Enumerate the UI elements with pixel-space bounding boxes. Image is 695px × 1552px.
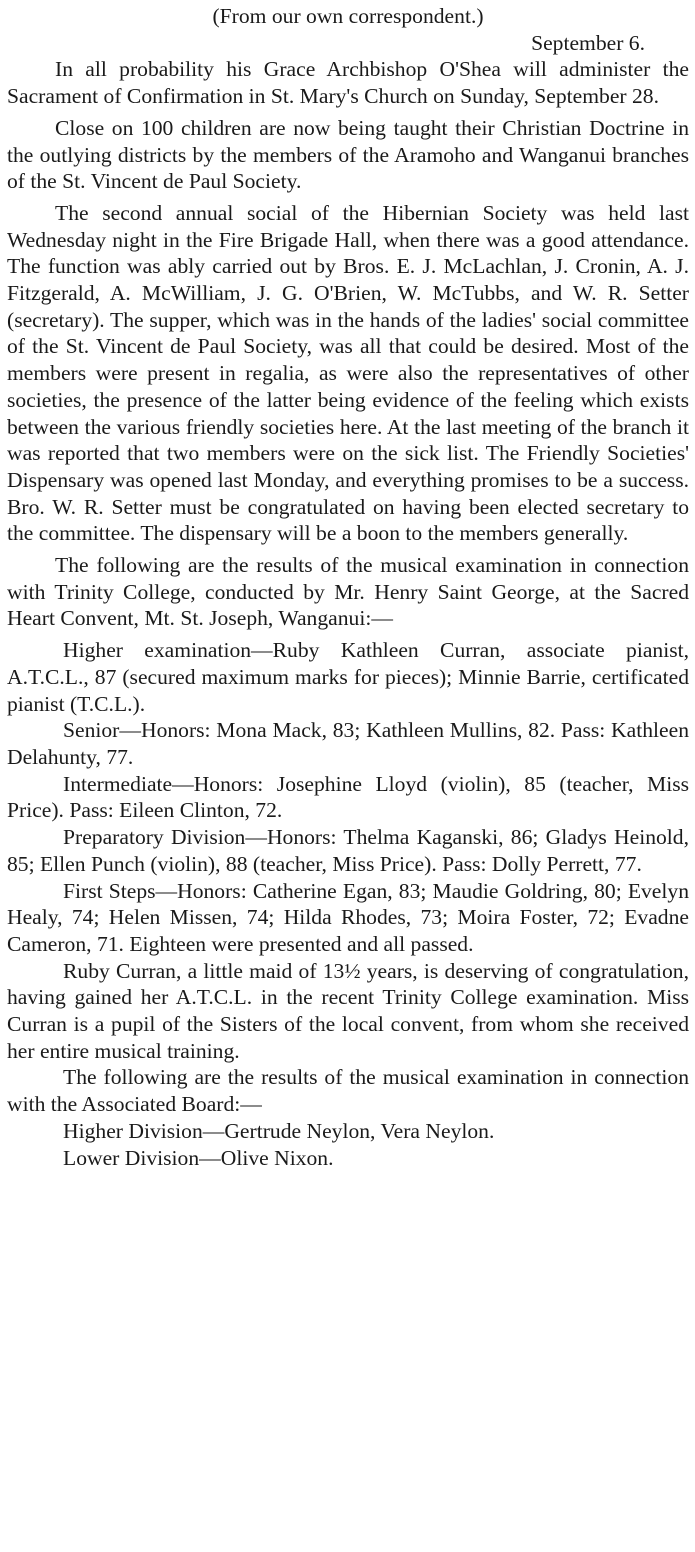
result-intermediate: Intermediate—Honors: Josephine Lloyd (violin), 85 (teacher, Miss Price). Pass: Eileen Clinton, 72. [7,771,689,823]
dateline: September 6. [531,30,645,55]
result-preparatory: Preparatory Division—Honors: Thelma Kaganski, 86; Gladys Heinold, 85; Ellen Punch (violin), 88 (teacher, Miss Price). Pass: Dolly Perrett, 77. [7,825,689,876]
result-senior: Senior—Honors: Mona Mack, 83; Kathleen Mullins, 82. Pass: Kathleen Delahunty, 77. [7,718,689,769]
paragraph-trinity-results-intro: The following are the results of the musical examination in connection with Trinity College, conducted by Mr. Henry Saint George, at the Sacred Heart Convent, Mt. St. Joseph, Wanganui:— [7,553,689,631]
paragraph-christian-doctrine: Close on 100 children are now being taught their Christian Doctrine in the outlying districts by the members of the Aramoho and Wanganui branches of the St. Vincent de Paul Society. [7,115,689,194]
result-associated-higher: Higher Division—Gertrude Neylon, Vera Neylon. [63,1118,495,1143]
result-higher-examination: Higher examination—Ruby Kathleen Curran, associate pianist, A.T.C.L., 87 (secured maximum marks for pieces); Minnie Barrie, certificated pianist (T.C.L.). [7,638,689,716]
result-first-steps: First Steps—Honors: Catherine Egan, 83; Maudie Goldring, 80; Evelyn Healy, 74; Helen Missen, 74; Hilda Rhodes, 73; Moira Foster, 72; Evadne Cameron, 71. Eighteen were presented and all passed. [7,878,689,956]
paragraph-ruby-curran: Ruby Curran, a little maid of 13½ years, is deserving of congratulation, having gained her A.T.C.L. in the recent Trinity College examination. Miss Curran is a pupil of the Sisters of the local convent, from whom she received her entire musical training. [7,958,689,1063]
paragraph-confirmation: In all probability his Grace Archbishop O'Shea will administer the Sacrament of Confirmation in St. Mary's Church on Sunday, September 28. [7,57,689,109]
result-associated-lower: Lower Division—Olive Nixon. [63,1145,334,1170]
byline: (From our own correspondent.) [212,4,484,28]
paragraph-associated-board-intro: The following are the results of the musical examination in connection with the Associated Board:— [7,1065,689,1117]
paragraph-hibernian-social: The second annual social of the Hibernian Society was held last Wednesday night in the Fire Brigade Hall, when there was a good attendance. The function was ably carried out by Bros. E. J. McLachlan, J. Cronin, A. J. Fitzgerald, A. McWilliam, J. G. O'Brien, W. McTubbs, and W. R. Setter (secretary). The supper, which was in the hands of the ladies' social committee of the St. Vincent de Paul Society, was all that could be desired. Most of the members were present in regalia, as were also the representatives of other societies, the presence of the latter being evidence of the feeling which exists between the various friendly societies here. At the last meeting of the branch it was reported that two members were on the sick list. The Friendly Societies' Dispensary was opened last Monday, and everything promises to be a success. Bro. W. R. Setter must be congratulated on having been elected secretary to the committee. The dispensary will be a boon to the members generally. [7,200,689,546]
